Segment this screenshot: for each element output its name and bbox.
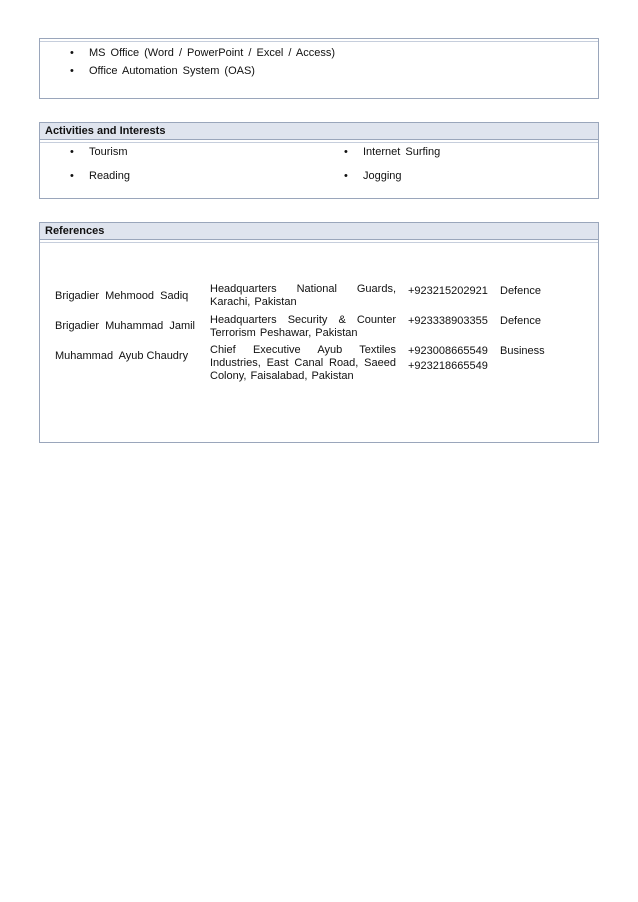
activities-section: Activities and Interests • Tourism • Reading • Internet Surfing • Jogging [39, 122, 599, 199]
bullet-icon: • [344, 170, 348, 182]
reference-type: Defence [500, 315, 541, 327]
section-top-rule [40, 39, 598, 42]
section-header-rule [40, 241, 598, 243]
reference-phone: +923218665549 [408, 360, 488, 372]
section-title: Activities and Interests [40, 123, 598, 140]
reference-phone: +923338903355 [408, 315, 488, 327]
reference-phone: +923215202921 [408, 285, 488, 297]
bullet-icon: • [344, 146, 348, 158]
reference-address: Headquarters National Guards, Karachi, Pakistan [210, 283, 396, 308]
section-title: References [40, 223, 598, 240]
reference-address: Headquarters Security & Counter Terrorism Peshawar, Pakistan [210, 314, 396, 339]
reference-name: Brigadier Mehmood Sadiq [55, 290, 189, 302]
reference-type: Defence [500, 285, 541, 297]
bullet-icon: • [70, 65, 74, 77]
section-header-rule [40, 141, 598, 143]
reference-address: Chief Executive Ayub Textiles Industries, East Canal Road, Saeed Colony, Faisalabad, Pakistan [210, 344, 396, 382]
references-section [39, 222, 599, 443]
skills-section: • MS Office (Word / PowerPoint / Excel / Access) • Office Automation System (OAS) [39, 38, 599, 99]
reference-name: Brigadier Muhammad Jamil [55, 320, 195, 332]
bullet-icon: • [70, 47, 74, 59]
reference-phone: +923008665549 [408, 345, 488, 357]
bullet-icon: • [70, 170, 74, 182]
reference-name: Muhammad Ayub Chaudry [55, 350, 189, 362]
reference-type: Business [500, 345, 545, 357]
bullet-icon: • [70, 146, 74, 158]
